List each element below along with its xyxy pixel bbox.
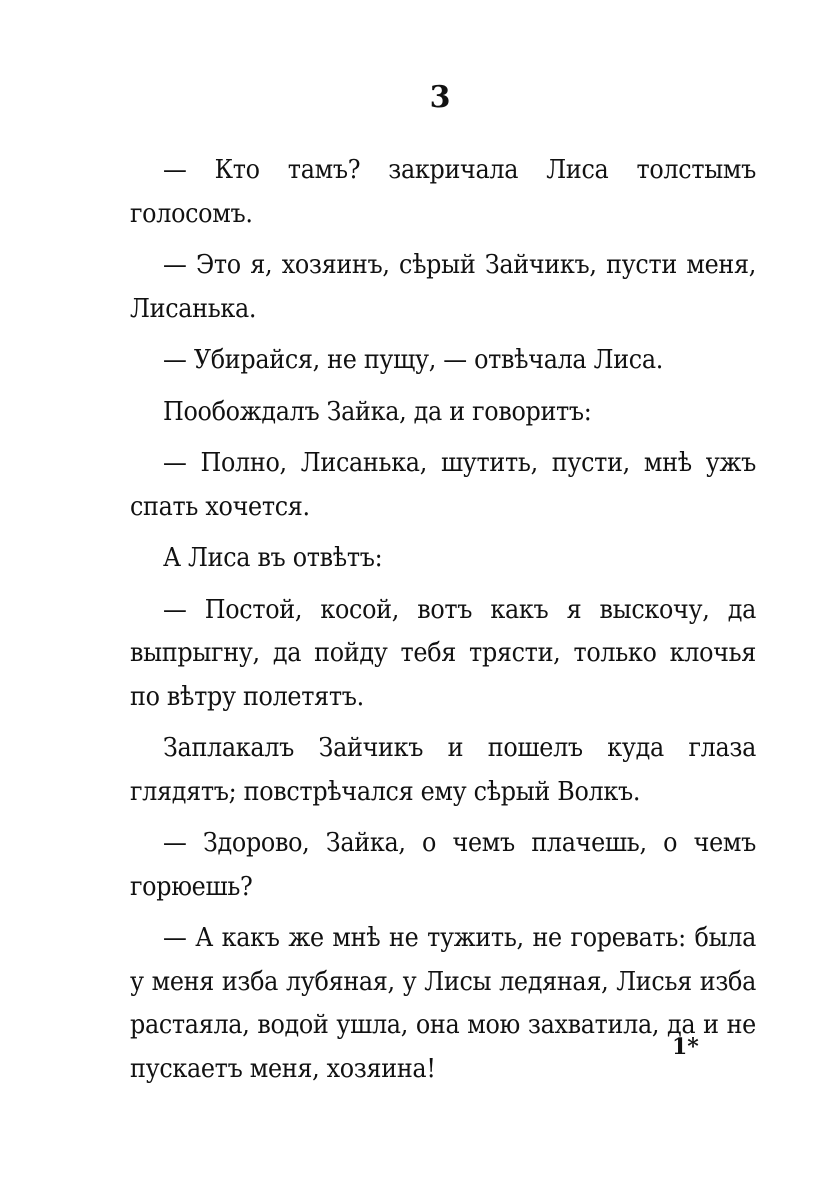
- page-body-text: [130, 148, 756, 1098]
- page-number: 3: [429, 80, 451, 115]
- signature-mark: 1*: [672, 1034, 699, 1060]
- paragraph: — А какъ же мнѣ не тужить, не горевать: была у меня изба лубяная, у Лисы ледяная, Лисья изба растаяла, водой ушла, она мою захватила, да и не пускаетъ меня, хозяина!: [130, 922, 756, 1084]
- paragraph: — Полно, Лисанька, шутить, пусти, мнѣ ужъ спать хочется.: [130, 447, 756, 522]
- paragraph: — Здорово, Зайка, о чемъ плачешь, о чемъ горюешь?: [130, 827, 756, 902]
- paragraph: — Постой, косой, вотъ какъ я выскочу, да выпрыгну, да пойду тебя трясти, только клочья по вѣтру полетятъ.: [130, 593, 756, 712]
- paragraph: — Это я, хозяинъ, сѣрый Зайчикъ, пусти меня, Лисанька.: [130, 249, 756, 324]
- paragraph: А Лиса въ отвѣтъ:: [163, 542, 383, 573]
- paragraph: Заплакалъ Зайчикъ и пошелъ куда глаза глядятъ; повстрѣчался ему сѣрый Волкъ.: [130, 732, 756, 807]
- paragraph: — Убирайся, не пущу, — отвѣчала Лиса.: [163, 344, 664, 375]
- paragraph: — Кто тамъ? закричала Лиса толстымъ голосомъ.: [130, 154, 756, 229]
- paragraph: Пообождалъ Зайка, да и говоритъ:: [163, 395, 592, 427]
